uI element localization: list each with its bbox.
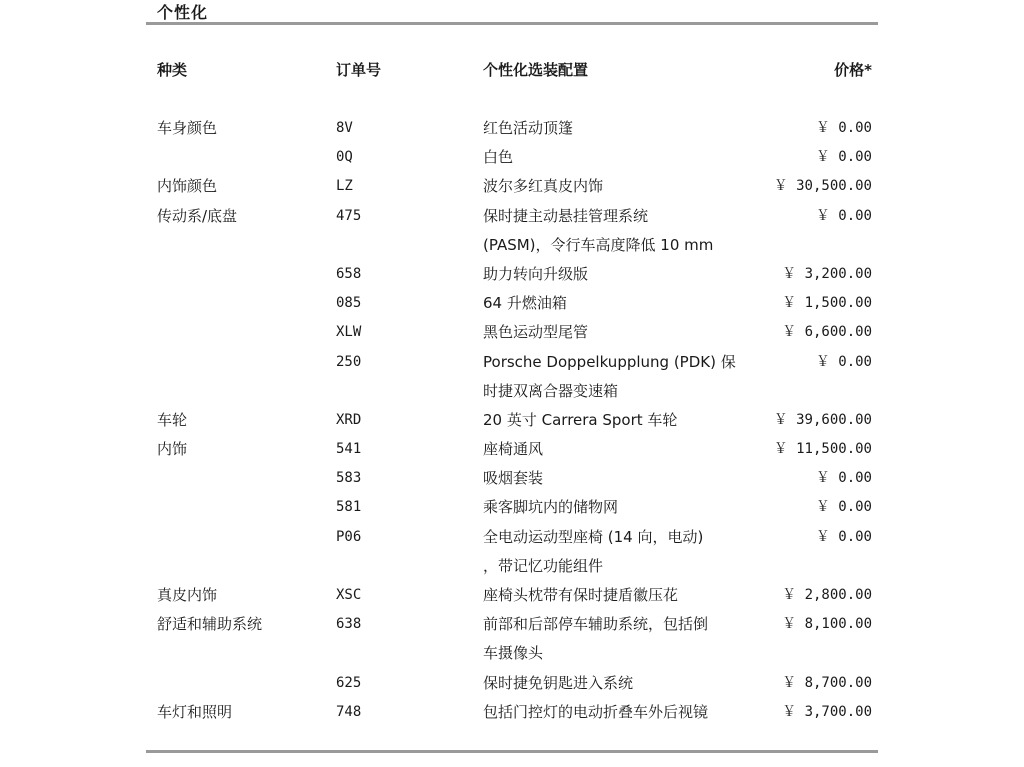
row-option xyxy=(483,143,751,172)
table-header xyxy=(0,59,1024,83)
row-order-code: 581 xyxy=(336,499,362,516)
row-order-code: 250 xyxy=(336,353,362,370)
table-row xyxy=(0,202,1024,260)
row-option-line: ，带记忆功能组件 xyxy=(483,556,604,575)
table-row xyxy=(0,260,1024,289)
table-row xyxy=(0,669,1024,698)
row-category: 车灯和照明 xyxy=(157,702,233,721)
table-row xyxy=(0,406,1024,435)
row-option xyxy=(483,669,751,698)
row-price: ￥ 3,700.00 xyxy=(782,703,872,720)
row-category: 舒适和辅助系统 xyxy=(157,615,263,634)
table-row xyxy=(0,143,1024,172)
row-order-code: XLW xyxy=(336,324,362,341)
row-option-line: (PASM)，令行车高度降低 10 mm xyxy=(483,235,714,254)
row-price: ￥ 0.00 xyxy=(815,470,872,487)
row-option-line: 前部和后部停车辅助系统，包括倒 xyxy=(483,615,709,634)
row-option-line: 白色 xyxy=(483,148,514,167)
row-category: 车身颜色 xyxy=(157,119,218,137)
row-category: 传动系/底盘 xyxy=(157,206,238,225)
table-row xyxy=(0,289,1024,318)
row-option-line: 保时捷免钥匙进入系统 xyxy=(483,673,634,692)
row-option-line: 黑色运动型尾管 xyxy=(483,323,589,342)
table-row xyxy=(0,435,1024,464)
row-price: ￥ 0.00 xyxy=(815,149,872,166)
row-option xyxy=(483,318,751,347)
row-order-code: 625 xyxy=(336,674,362,691)
row-option-line: 全电动运动型座椅 (14 向，电动) xyxy=(483,527,704,546)
row-order-code: 583 xyxy=(336,470,362,487)
row-option xyxy=(483,464,751,493)
row-option xyxy=(483,348,751,406)
row-option xyxy=(483,435,751,464)
row-option xyxy=(483,289,751,318)
row-order-code: XRD xyxy=(336,411,362,428)
row-order-code: 0Q xyxy=(336,149,353,166)
row-order-code: 658 xyxy=(336,265,362,282)
header-price: 价格* xyxy=(834,61,872,79)
row-order-code: XSC xyxy=(336,587,362,604)
row-category: 内饰 xyxy=(157,440,188,459)
table-row xyxy=(0,348,1024,406)
section-title: 个性化 xyxy=(157,3,209,22)
row-price: ￥ 2,800.00 xyxy=(782,587,872,604)
row-order-code: 748 xyxy=(336,703,362,720)
row-category: 真皮内饰 xyxy=(157,586,218,605)
row-order-code: 475 xyxy=(336,207,362,224)
row-option-line: Porsche Doppelkupplung (PDK) 保 xyxy=(483,352,736,371)
row-option xyxy=(483,581,751,610)
header-order-no: 订单号 xyxy=(336,61,382,79)
row-option-line: 波尔多红真皮内饰 xyxy=(483,177,604,196)
row-category: 车轮 xyxy=(157,410,188,429)
table-row xyxy=(0,172,1024,201)
table-row xyxy=(0,610,1024,668)
table-row xyxy=(0,523,1024,581)
row-option-line: 助力转向升级版 xyxy=(483,264,589,283)
row-order-code: 541 xyxy=(336,441,362,458)
row-option-line: 红色活动顶篷 xyxy=(483,119,574,137)
row-option xyxy=(483,172,751,201)
row-order-code: P06 xyxy=(336,528,362,545)
row-option-line: 保时捷主动悬挂管理系统 xyxy=(483,206,649,225)
row-option xyxy=(483,260,751,289)
row-option-line: 座椅头枕带有保时捷盾徽压花 xyxy=(483,586,679,605)
row-price: ￥ 8,700.00 xyxy=(782,674,872,691)
row-option xyxy=(483,202,751,260)
row-option xyxy=(483,610,751,668)
row-option-line: 吸烟套装 xyxy=(483,469,544,488)
options-table xyxy=(0,114,1024,727)
table-row xyxy=(0,493,1024,522)
row-option xyxy=(483,114,751,143)
row-order-code: 085 xyxy=(336,295,362,312)
row-option-line: 64 升燃油箱 xyxy=(483,294,567,313)
header-option: 个性化选装配置 xyxy=(483,61,589,79)
row-price: ￥ 0.00 xyxy=(815,528,872,545)
row-category: 内饰颜色 xyxy=(157,177,218,196)
top-divider xyxy=(146,22,878,25)
row-option-line: 座椅通风 xyxy=(483,440,544,459)
row-price: ￥ 39,600.00 xyxy=(773,411,872,428)
row-option xyxy=(483,493,751,522)
bottom-divider xyxy=(146,750,878,753)
row-option-line: 车摄像头 xyxy=(483,644,544,663)
row-price: ￥ 0.00 xyxy=(815,207,872,224)
row-option-line: 20 英寸 Carrera Sport 车轮 xyxy=(483,410,678,429)
table-row xyxy=(0,698,1024,727)
row-order-code: 8V xyxy=(336,120,353,136)
row-option xyxy=(483,698,751,727)
row-order-code: LZ xyxy=(336,178,353,195)
row-price: ￥ 30,500.00 xyxy=(773,178,872,195)
row-option-line: 乘客脚坑内的储物网 xyxy=(483,498,619,517)
row-option-line: 时捷双离合器变速箱 xyxy=(483,381,619,400)
row-price: ￥ 3,200.00 xyxy=(782,265,872,282)
row-order-code: 638 xyxy=(336,616,362,633)
header-category: 种类 xyxy=(157,61,188,79)
table-row xyxy=(0,318,1024,347)
row-option-line: 包括门控灯的电动折叠车外后视镜 xyxy=(483,702,709,721)
row-option xyxy=(483,406,751,435)
row-price: ￥ 0.00 xyxy=(815,120,872,136)
row-option xyxy=(483,523,751,581)
table-row xyxy=(0,581,1024,610)
row-price: ￥ 11,500.00 xyxy=(773,441,872,458)
row-price: ￥ 1,500.00 xyxy=(782,295,872,312)
row-price: ￥ 0.00 xyxy=(815,353,872,370)
table-row xyxy=(0,114,1024,143)
table-row xyxy=(0,464,1024,493)
row-price: ￥ 0.00 xyxy=(815,499,872,516)
row-price: ￥ 6,600.00 xyxy=(782,324,872,341)
row-price: ￥ 8,100.00 xyxy=(782,616,872,633)
